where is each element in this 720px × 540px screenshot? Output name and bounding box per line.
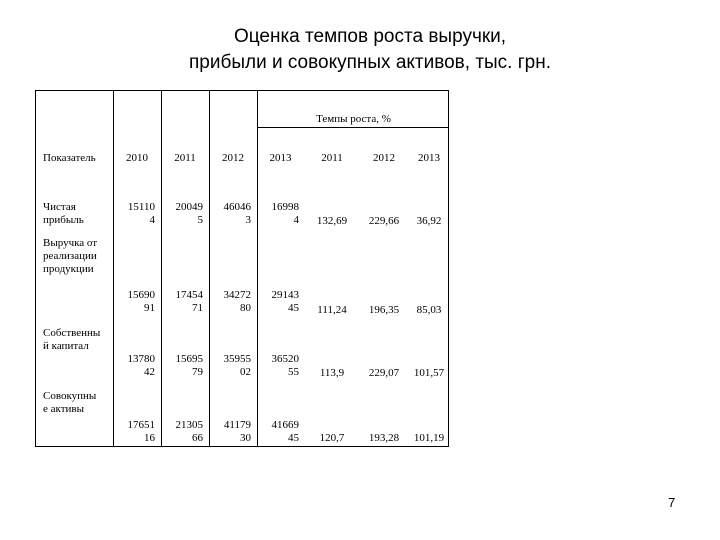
table-grid-line — [257, 91, 258, 446]
table-cell: 20049 5 — [175, 201, 203, 226]
table-cell: 120,7 — [319, 432, 345, 444]
column-header-2010: 2010 — [126, 152, 148, 164]
column-header-rate-2013: 2013 — [418, 152, 440, 164]
table-cell: 34272 80 — [223, 289, 251, 314]
table-cell: 111,24 — [317, 304, 347, 316]
table-cell: 229,07 — [368, 367, 400, 379]
column-header-2012: 2012 — [222, 152, 244, 164]
page-number: 7 — [668, 495, 676, 510]
table-cell: 46046 3 — [223, 201, 251, 226]
table-cell: 101,19 — [413, 432, 445, 444]
table-grid-line — [209, 91, 210, 446]
row-label-net-profit: Чистая прибыль — [43, 201, 84, 226]
table-cell: 13780 42 — [127, 353, 155, 378]
column-header-rate-2012: 2012 — [373, 152, 395, 164]
table-cell: 15690 91 — [127, 289, 155, 314]
group-header-growth-rates: Темпы роста, % — [316, 113, 391, 125]
table-cell: 36520 55 — [271, 353, 299, 378]
table-grid-line — [257, 127, 448, 128]
table-grid-line — [113, 91, 114, 446]
table-cell: 101,57 — [413, 367, 445, 379]
table-cell: 16998 4 — [271, 201, 299, 226]
row-label-revenue: Выручка от реализации продукции — [43, 237, 98, 275]
table-cell: 229,66 — [368, 215, 400, 227]
table-cell: 15695 79 — [175, 353, 203, 378]
title-line-2: прибыли и совокупных активов, тыс. грн. — [188, 52, 552, 73]
title-line-1: Оценка темпов роста выручки, — [233, 26, 507, 47]
column-header-2013: 2013 — [269, 152, 292, 164]
row-label-equity: Собственны й капитал — [43, 327, 101, 352]
table-cell: 132,69 — [316, 215, 348, 227]
table-cell: 193,28 — [368, 432, 400, 444]
table-cell: 196,35 — [368, 304, 400, 316]
column-header-indicator: Показатель — [43, 152, 96, 164]
table-cell: 36,92 — [416, 215, 442, 227]
table-cell: 21305 66 — [175, 419, 203, 444]
table-cell: 113,9 — [319, 367, 345, 379]
growth-rates-table — [35, 90, 449, 447]
column-header-2011: 2011 — [174, 152, 196, 164]
row-label-total-assets: Совокупны е активы — [43, 390, 97, 415]
table-cell: 29143 45 — [271, 289, 299, 314]
table-cell: 17651 16 — [127, 419, 155, 444]
slide-title — [0, 24, 720, 76]
table-cell: 35955 02 — [223, 353, 251, 378]
table-cell: 41179 30 — [223, 419, 251, 444]
table-cell: 17454 71 — [175, 289, 203, 314]
table-cell: 41669 45 — [271, 419, 299, 444]
table-grid-line — [161, 91, 162, 446]
table-cell: 85,03 — [416, 304, 442, 316]
table-cell: 15110 4 — [127, 201, 155, 226]
column-header-rate-2011: 2011 — [321, 152, 343, 164]
